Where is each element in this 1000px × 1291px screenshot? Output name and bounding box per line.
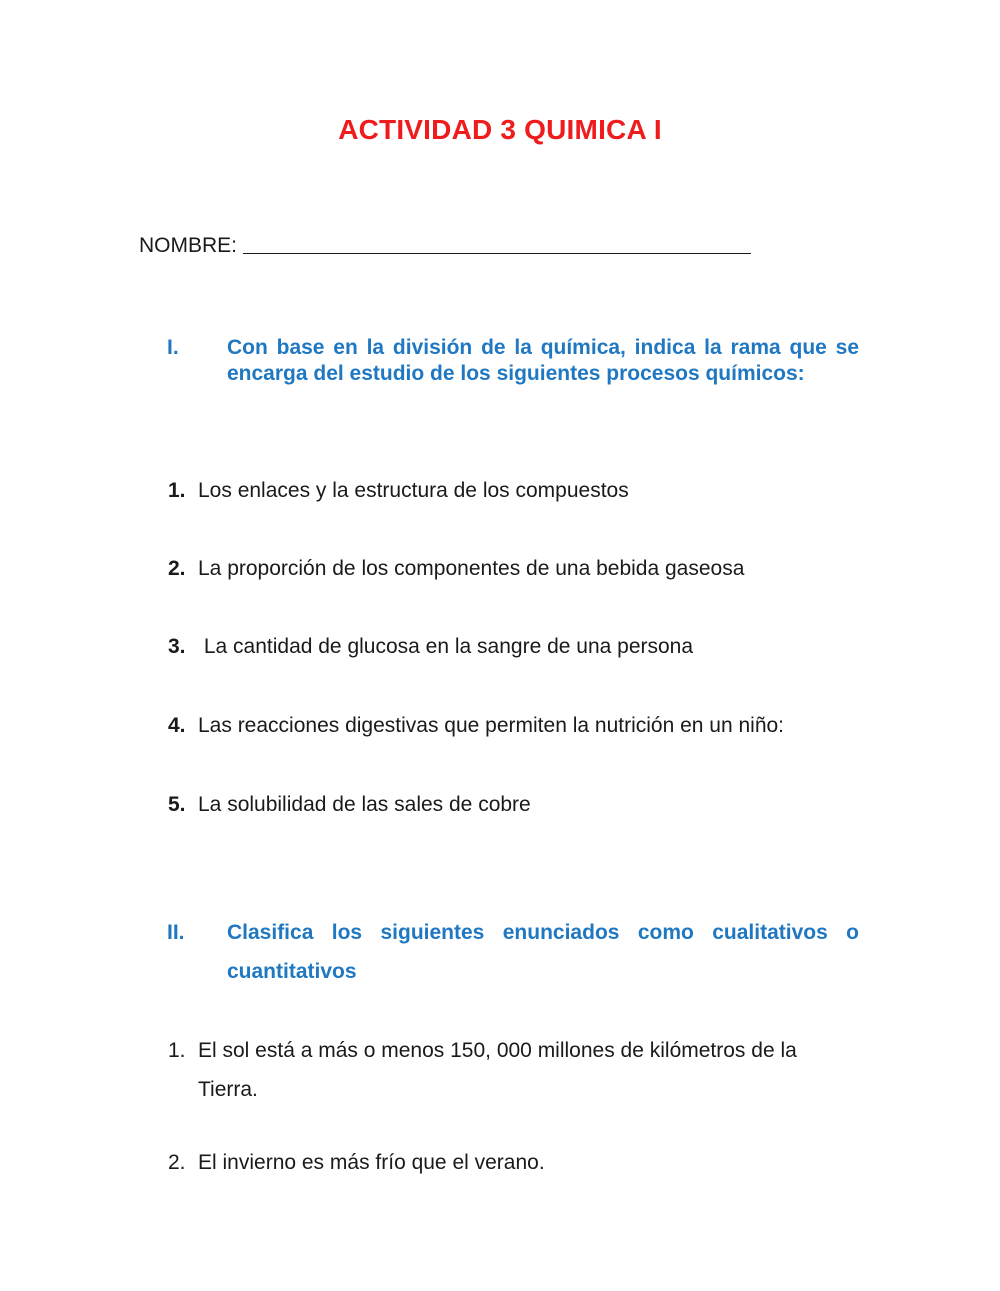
item-number: 3.	[168, 635, 186, 658]
item-number: 1.	[168, 1039, 186, 1062]
item-text: Las reacciones digestivas que permiten la nutrición en un niño:	[198, 714, 785, 737]
section-1-heading	[167, 335, 859, 387]
item-text: El sol está a más o menos 150, 000 millones de kilómetros de la Tierra.	[198, 1039, 797, 1101]
item-number: 2.	[168, 557, 186, 580]
item-number: 1.	[168, 479, 186, 502]
name-field	[139, 229, 751, 258]
item-text: Los enlaces y la estructura de los compuestos	[198, 479, 629, 502]
section-1-item-4	[168, 714, 868, 738]
item-text: La cantidad de glucosa en la sangre de una persona	[198, 635, 694, 658]
section-1-item-3	[168, 635, 868, 659]
section-1-instruction: Con base en la división de la química, indica la rama que se encarga del estudio de los siguientes procesos químicos:	[227, 336, 859, 385]
page-title: ACTIVIDAD 3 QUIMICA I	[338, 114, 662, 145]
item-text: El invierno es más frío que el verano.	[198, 1151, 545, 1174]
name-label: NOMBRE:	[139, 234, 238, 257]
item-text: La solubilidad de las sales de cobre	[198, 793, 531, 816]
item-number: 5.	[168, 793, 186, 816]
section-2-instruction: Clasifica los siguientes enunciados como cualitativos o cuantitativos	[227, 921, 859, 983]
section-2-heading	[167, 913, 859, 991]
section-2-numeral: II.	[167, 921, 185, 944]
section-1-item-2	[168, 557, 868, 581]
section-1-item-1	[168, 479, 868, 503]
item-number: 2.	[168, 1151, 186, 1174]
section-2-item-2	[168, 1150, 868, 1176]
name-blank-line[interactable]	[243, 231, 751, 254]
section-1-item-5	[168, 793, 868, 817]
section-1-numeral: I.	[167, 336, 179, 359]
section-2-item-1	[168, 1031, 868, 1109]
item-text: La proporción de los componentes de una bebida gaseosa	[198, 557, 745, 580]
item-number: 4.	[168, 714, 186, 737]
